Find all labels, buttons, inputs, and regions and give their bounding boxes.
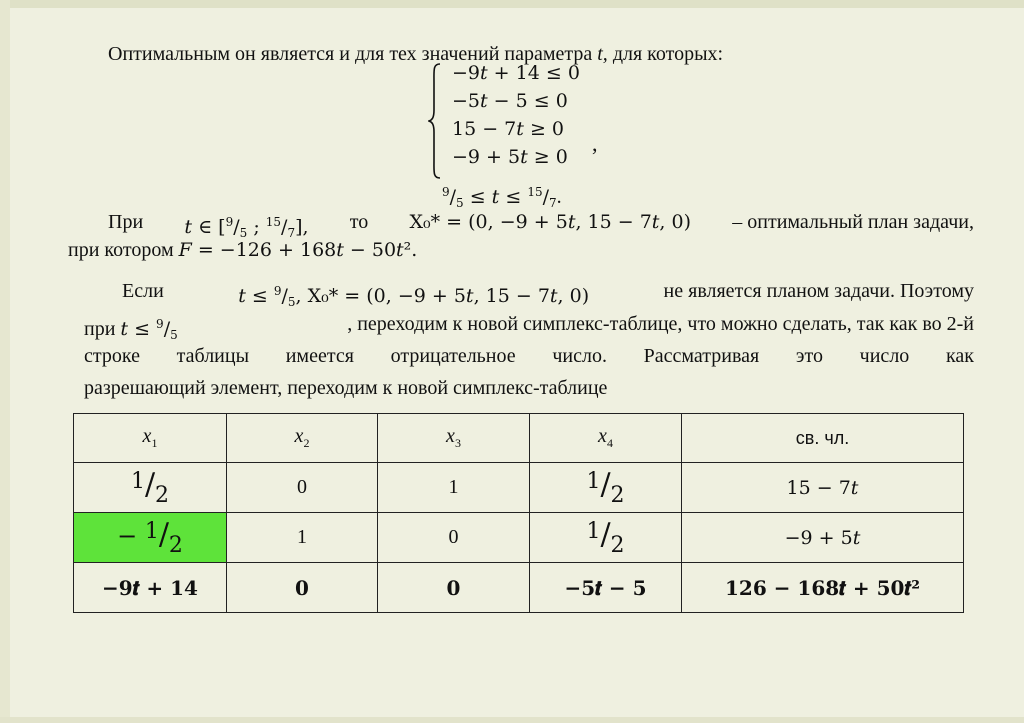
header-x1: $x_1$	[74, 414, 227, 463]
word-to: то	[349, 211, 369, 233]
range-upper-fraction: $^{15}/_7$	[527, 185, 557, 210]
paragraph-intro	[108, 38, 723, 70]
cell-r2-x1-pivot: − $^1/_2$	[74, 513, 227, 563]
t-condition-2: при 𝑡 ≤ $^9/_5$	[84, 317, 178, 342]
t-interval: 𝑡 ∈ [$^9/_5$ ; $^{15}/_7$],	[184, 215, 309, 240]
inequality-3: 15 − 7𝑡 ≥ 0	[452, 118, 564, 140]
header-free-term: св. чл.	[682, 414, 964, 463]
cell-r1-x4: $^1/_2$	[530, 463, 682, 513]
not-plan-text: не является планом задачи. Поэтому	[663, 280, 974, 302]
left-stripe	[0, 0, 10, 723]
paragraph-if-line4: разрешающий элемент, переходим к новой симплекс-таблице	[84, 377, 608, 399]
objective-label: при котором	[68, 239, 179, 261]
cell-r3-x4: −5𝒕 − 𝟓	[530, 563, 682, 613]
range-lower-fraction: $^9/_5$	[442, 185, 464, 210]
cell-r2-x3: 0	[378, 513, 530, 563]
table-row	[74, 513, 964, 563]
inequality-system	[428, 60, 628, 180]
cell-r3-x1: −9𝒕 + 𝟏𝟒	[74, 563, 227, 613]
intro-text-end: для которых:	[607, 43, 724, 65]
cell-r2-free: −9 + 5𝑡	[682, 513, 964, 563]
cell-r3-x3: 0	[378, 563, 530, 613]
cell-r1-x1: $^1/_2$	[74, 463, 227, 513]
paragraph-if-line3: строке таблицы имеется отрицательное число. Рассматривая это число как	[84, 345, 974, 367]
simplex-table	[73, 413, 964, 613]
transition-text: , переходим к новой симплекс-таблице, что можно сделать, так как во 2-й	[347, 313, 974, 335]
system-comma: ,	[592, 131, 598, 156]
top-stripe	[0, 0, 1024, 8]
table-header-row	[74, 414, 964, 463]
cell-r1-x3: 1	[378, 463, 530, 513]
header-x4: $x_4$	[530, 414, 682, 463]
cell-r1-x2: 0	[227, 463, 378, 513]
cell-r3-x2: 0	[227, 563, 378, 613]
inequality-2: −5𝑡 − 5 ≤ 0	[452, 90, 568, 112]
table-row	[74, 463, 964, 513]
header-x3: $x_3$	[378, 414, 530, 463]
t-condition: 𝑡 ≤ $^9/_5$, X₀* = (0, −9 + 5𝑡, 15 − 7𝑡, 0)	[238, 284, 590, 309]
intro-text: Оптимальным он является и для тех значений параметра	[108, 43, 598, 65]
cell-r2-x2: 1	[227, 513, 378, 563]
optimal-plan: X₀* = (0, −9 + 5𝑡, 15 − 7𝑡, 0)	[409, 211, 692, 233]
header-x2: $x_2$	[227, 414, 378, 463]
bottom-stripe	[0, 717, 1024, 723]
cell-r2-x4: $^1/_2$	[530, 513, 682, 563]
inequality-1: −9𝑡 + 14 ≤ 0	[452, 62, 580, 84]
paragraph-optimal-line2	[68, 234, 417, 266]
range-period: .	[556, 186, 562, 208]
objective-formula: 𝐹 = −126 + 168𝑡 − 50𝑡².	[178, 239, 418, 261]
optimal-plan-text: – оптимальный план задачи,	[732, 211, 974, 233]
left-brace-icon	[428, 62, 442, 180]
word-esli: Если	[122, 280, 164, 302]
word-pri: При	[108, 211, 144, 233]
range-middle: ≤ 𝑡 ≤	[463, 186, 528, 208]
cell-r3-free: 𝟏𝟐𝟔 − 𝟏𝟔𝟖𝒕 + 𝟓𝟎𝒕²	[682, 563, 964, 613]
inequality-4: −9 + 5𝑡 ≥ 0	[452, 146, 568, 168]
table-row	[74, 563, 964, 613]
cell-r1-free: 15 − 7𝑡	[682, 463, 964, 513]
intro-param: t,	[597, 43, 608, 65]
